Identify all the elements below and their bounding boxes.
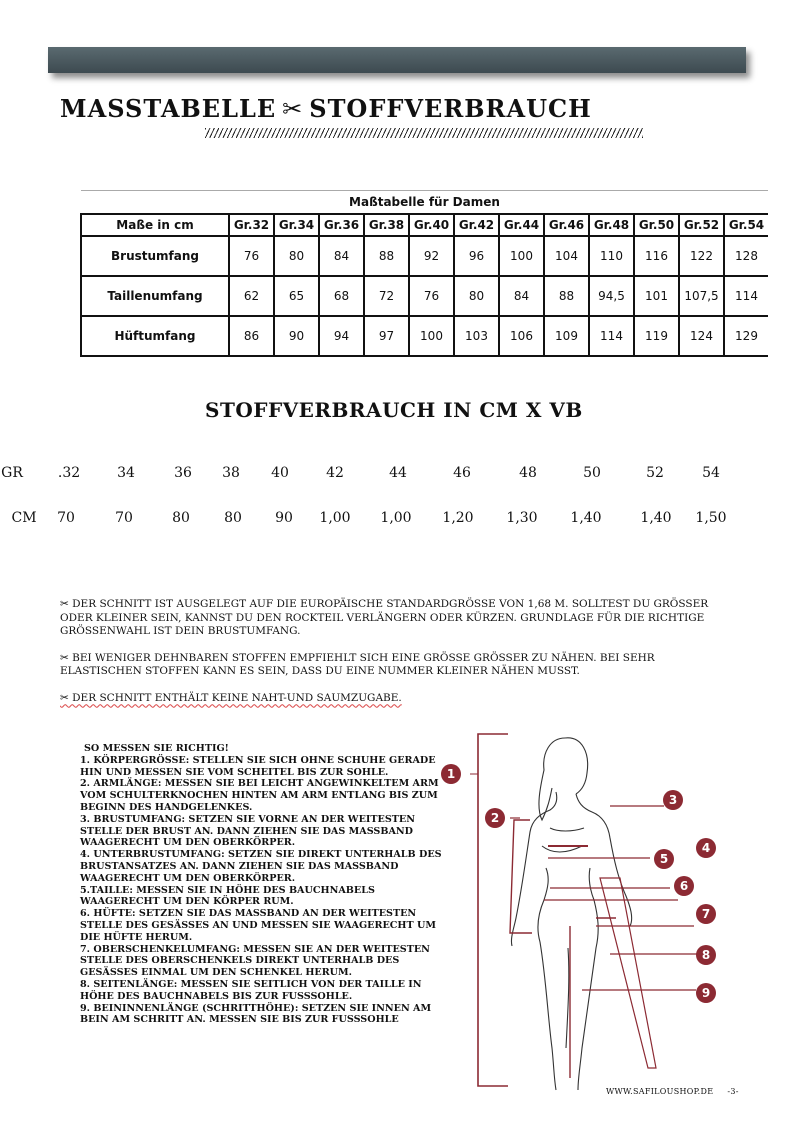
table-cell: 84	[499, 276, 544, 316]
column-header: Gr.50	[634, 214, 679, 236]
size-value: 46	[453, 465, 471, 481]
size-value: .32	[57, 465, 81, 481]
marker-3: 3	[668, 793, 678, 807]
table-cell: 106	[499, 316, 544, 356]
marker-8: 8	[701, 948, 711, 962]
instruction-item: 4. UNTERBRUSTUMFANG: SETZEN SIE DIREKT UNTERHALB DES BRUSTANSATZES AN. DANN ZIEHEN SIE DAS MASSBAND WAAGERECHT UM DEN OBERKÖRPER.	[80, 849, 442, 884]
marker-1: 1	[446, 767, 456, 781]
table-cell: 92	[409, 236, 454, 276]
table-row	[81, 316, 768, 356]
cm-value: 1,50	[695, 510, 727, 526]
table-cell: 72	[364, 276, 409, 316]
cm-value: 1,30	[506, 510, 538, 526]
table-cell: 80	[274, 236, 319, 276]
size-value: 40	[271, 465, 289, 481]
table-cell: 62	[229, 276, 274, 316]
instruction-item: 2. ARMLÄNGE: MESSEN SIE BEI LEICHT ANGEWINKELTEM ARM VOM SCHULTERKNOCHEN HINTEN AM ARM ENTLANG BIS ZUM BEGINN DES HANDGELENKES.	[80, 778, 439, 813]
table-cell: 114	[724, 276, 768, 316]
marker-layer	[434, 760, 734, 1010]
table-cell: 90	[274, 316, 319, 356]
cm-value: 1,00	[380, 510, 412, 526]
note: ✂ DER SCHNITT ENTHÄLT KEINE NAHT-UND SAUMZUGABE.	[60, 691, 402, 704]
size-value: 54	[702, 465, 720, 481]
marker-6: 6	[679, 879, 689, 893]
column-header: Gr.54	[724, 214, 768, 236]
measuring-instructions	[80, 743, 448, 1026]
table-cell: 100	[499, 236, 544, 276]
cm-value: 70	[115, 510, 133, 526]
note: ✂ BEI WENIGER DEHNBAREN STOFFEN EMPFIEHLT SICH EINE GRÖSSE GRÖSSER ZU NÄHEN. BEI SEHR ELASTISCHEN STOFFEN KANN ES SEIN, DASS DU EINE NUMMER KLEINER NÄHEN MUSST.	[60, 651, 655, 677]
table-cell: 116	[634, 236, 679, 276]
table-cell: 129	[724, 316, 768, 356]
column-header: Gr.38	[364, 214, 409, 236]
row-label: Hüftumfang	[81, 316, 229, 356]
table-caption: Maßtabelle für Damen	[81, 191, 768, 215]
table-cell: 65	[274, 276, 319, 316]
cm-label: CM	[11, 510, 37, 526]
column-header: Gr.40	[409, 214, 454, 236]
table-cell: 68	[319, 276, 364, 316]
column-header: Gr.52	[679, 214, 724, 236]
table-cell: 94,5	[589, 276, 634, 316]
cm-value: 90	[275, 510, 293, 526]
table-row	[81, 276, 768, 316]
size-value: 50	[583, 465, 601, 481]
marker-9: 9	[701, 986, 711, 1000]
instruction-item: 9. BEININNENLÄNGE (SCHRITTHÖHE): SETZEN SIE INNEN AM BEIN AM SCHRITT AN. MESSEN SIE BIS ZUR FUSSSOHLE	[80, 1002, 432, 1026]
instruction-item: 6. HÜFTE: SETZEN SIE DAS MASSBAND AN DER WEITESTEN STELLE DES GESÄSSES AN UND MESSEN SIE WAAGERECHT UM DIE HÜFTE HERUM.	[80, 908, 436, 943]
marker-7: 7	[701, 907, 711, 921]
table-cell: 110	[589, 236, 634, 276]
cm-value: 1,40	[640, 510, 672, 526]
marker-4: 4	[701, 841, 711, 855]
table-cell: 107,5	[679, 276, 724, 316]
row-label: Brustumfang	[81, 236, 229, 276]
cm-value: 80	[172, 510, 190, 526]
size-table	[80, 190, 768, 357]
header-banner	[48, 47, 746, 73]
marker-5: 5	[659, 852, 669, 866]
table-cell: 80	[454, 276, 499, 316]
size-value: 38	[222, 465, 240, 481]
cm-value: 80	[224, 510, 242, 526]
table-cell: 124	[679, 316, 724, 356]
instructions-title: SO MESSEN SIE RICHTIG!	[84, 743, 229, 754]
table-cell: 114	[589, 316, 634, 356]
instruction-item: 3. BRUSTUMFANG: SETZEN SIE VORNE AN DER WEITESTEN STELLE DER BRUST AN. DANN ZIEHEN SIE DAS MASSBAND WAAGERECHT UM DEN OBERKÖRPER.	[80, 813, 415, 849]
consumption-title: STOFFVERBRAUCH IN CM X VB	[205, 398, 583, 422]
hatch-divider	[205, 128, 643, 138]
column-header: Gr.48	[589, 214, 634, 236]
table-cell: 128	[724, 236, 768, 276]
column-header: Gr.46	[544, 214, 589, 236]
column-header: Gr.34	[274, 214, 319, 236]
instruction-item: 1. KÖRPERGRÖSSE: STELLEN SIE SICH OHNE SCHUHE GERADE HIN UND MESSEN SIE VOM SCHEITEL BIS ZUR SOHLE.	[80, 754, 436, 778]
footer-url: WWW.SAFILOUSHOP.DE	[606, 1087, 714, 1096]
instruction-item: 8. SEITENLÄNGE: MESSEN SIE SEITLICH VON DER TAILLE IN HÖHE DES BAUCHNABELS BIS ZUR FUSSSOHLE.	[80, 978, 422, 1002]
table-cell: 88	[364, 236, 409, 276]
scissors-icon: ✂	[282, 95, 304, 123]
instruction-item: 7. OBERSCHENKELUMFANG: MESSEN SIE AN DER WEITESTEN STELLE DES OBERSCHENKELS DIREKT UNTERHALB DES GESÄSSES EINMAL UM DEN SCHENKEL HERUM.	[80, 943, 430, 979]
table-cell: 86	[229, 316, 274, 356]
table-cell: 103	[454, 316, 499, 356]
footer	[606, 1087, 739, 1096]
column-header: Gr.36	[319, 214, 364, 236]
table-cell: 96	[454, 236, 499, 276]
row-label: Taillenumfang	[81, 276, 229, 316]
table-cell: 76	[229, 236, 274, 276]
size-value: 34	[117, 465, 135, 481]
cm-value: 1,20	[442, 510, 474, 526]
size-value: 48	[519, 465, 537, 481]
table-cell: 100	[409, 316, 454, 356]
table-row	[81, 236, 768, 276]
column-header: Gr.42	[454, 214, 499, 236]
table-cell: 104	[544, 236, 589, 276]
size-value: 44	[389, 465, 407, 481]
table-cell: 76	[409, 276, 454, 316]
marker-2: 2	[490, 811, 500, 825]
column-header: Gr.44	[499, 214, 544, 236]
table-cell: 84	[319, 236, 364, 276]
column-header: Maße in cm	[81, 214, 229, 236]
gr-label: GR	[1, 465, 23, 481]
cm-value: 70	[57, 510, 75, 526]
page-title: MASSTABELLE ✂ STOFFVERBRAUCH	[60, 94, 592, 123]
size-value: 36	[174, 465, 192, 481]
column-header: Gr.32	[229, 214, 274, 236]
size-value: 42	[326, 465, 344, 481]
cm-value: 1,40	[570, 510, 602, 526]
table-cell: 109	[544, 316, 589, 356]
table-cell: 119	[634, 316, 679, 356]
table-cell: 88	[544, 276, 589, 316]
table-cell: 94	[319, 316, 364, 356]
instruction-item: 5.TAILLE: MESSEN SIE IN HÖHE DES BAUCHNABELS WAAGERECHT UM DEN KÖRPER RUM.	[80, 884, 375, 908]
notes-section	[60, 598, 720, 718]
table-cell: 97	[364, 316, 409, 356]
table-cell: 101	[634, 276, 679, 316]
page-number: -3-	[727, 1087, 739, 1096]
table-header-row	[81, 214, 768, 236]
note: ✂ DER SCHNITT IST AUSGELEGT AUF DIE EUROPÄISCHE STANDARDGRÖSSE VON 1,68 M. SOLLTEST DU GRÖSSER ODER KLEINER SEIN, KANNST DU DEN ROCKTEIL VERLÄNGERN ODER KÜRZEN. GRUNDLAGE FÜR DIE RICHTIGE GRÖSSENWAHL IST DEIN BRUSTUMFANG.	[60, 598, 709, 637]
cm-value: 1,00	[319, 510, 351, 526]
size-value: 52	[646, 465, 664, 481]
table-cell: 122	[679, 236, 724, 276]
